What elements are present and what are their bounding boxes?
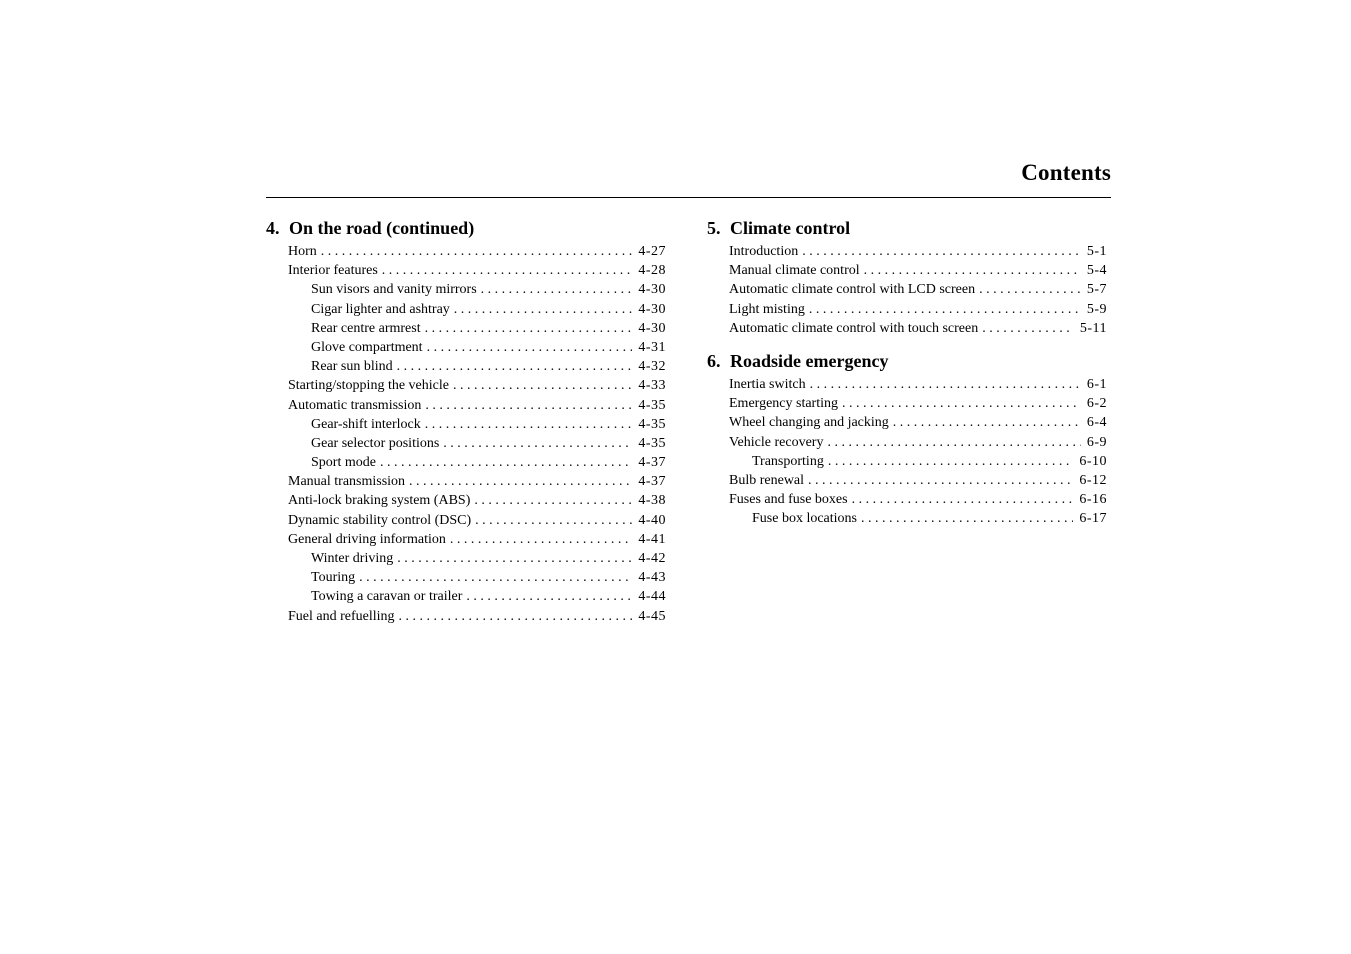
toc-entry-title: Manual transmission xyxy=(288,474,406,490)
toc-entry[interactable] xyxy=(266,338,666,357)
dot-leader xyxy=(982,319,1074,338)
toc-entry-title: General driving information xyxy=(288,531,446,547)
dot-leader xyxy=(852,490,1074,509)
toc-entry-title: Horn xyxy=(288,244,317,259)
dot-leader xyxy=(802,242,1081,261)
title-divider xyxy=(266,197,1111,198)
toc-entry-title: Fuses and fuse boxes xyxy=(729,492,848,508)
dot-leader xyxy=(380,453,632,472)
toc-entry-title: Towing a caravan or trailer xyxy=(311,589,463,605)
toc-section xyxy=(707,349,1107,529)
toc-entry[interactable] xyxy=(266,530,666,549)
toc-page-number: 4-37 xyxy=(638,474,666,490)
toc-page-number: 6-1 xyxy=(1086,376,1107,392)
toc-entry-title: Light misting xyxy=(729,301,805,317)
toc-page-number: 4-35 xyxy=(638,397,666,413)
toc-entry[interactable] xyxy=(707,413,1107,432)
dot-leader xyxy=(828,452,1074,471)
toc-page-number: 4-28 xyxy=(638,263,666,279)
toc-entry-title: Starting/stopping the vehicle xyxy=(288,378,449,394)
dot-leader xyxy=(453,376,632,395)
section-number: 5. xyxy=(707,218,721,238)
toc-page-number: 5-1 xyxy=(1086,244,1107,259)
page-title: Contents xyxy=(1021,160,1111,185)
toc-entry[interactable] xyxy=(266,300,666,319)
dot-leader xyxy=(425,396,632,415)
toc-entry-title: Rear sun blind xyxy=(311,359,393,375)
dot-leader xyxy=(443,434,632,453)
toc-page-number: 5-11 xyxy=(1079,320,1107,336)
toc-page-number: 4-35 xyxy=(638,416,666,432)
dot-leader xyxy=(809,300,1081,319)
toc-entry-title: Manual climate control xyxy=(729,263,860,279)
toc-entry[interactable] xyxy=(266,319,666,338)
toc-page-number: 4-43 xyxy=(638,570,666,586)
toc-entry-title: Sport mode xyxy=(311,455,376,471)
section-number: 6. xyxy=(707,350,721,371)
toc-section xyxy=(266,216,666,626)
toc-entry[interactable] xyxy=(266,491,666,510)
toc-page-number: 4-38 xyxy=(638,493,666,509)
toc-entry-title: Gear selector positions xyxy=(311,435,440,451)
dot-leader xyxy=(450,530,632,549)
dot-leader xyxy=(397,549,632,568)
toc-page-number: 6-17 xyxy=(1079,511,1107,527)
dot-leader xyxy=(382,261,633,280)
toc-entry[interactable] xyxy=(707,319,1107,338)
toc-entry[interactable] xyxy=(266,568,666,587)
toc-page-number: 6-2 xyxy=(1086,396,1107,412)
toc-section xyxy=(707,216,1107,338)
toc-entry[interactable] xyxy=(707,261,1107,280)
dot-leader xyxy=(842,394,1081,413)
toc-entry[interactable] xyxy=(266,453,666,472)
toc-page-number: 4-35 xyxy=(638,435,666,451)
toc-entry-title: Inertia switch xyxy=(729,376,806,392)
toc-page-number: 4-30 xyxy=(638,282,666,298)
toc-entry[interactable] xyxy=(266,415,666,434)
toc-entry-title: Fuel and refuelling xyxy=(288,608,395,624)
toc-page-number: 4-42 xyxy=(638,551,666,566)
toc-page-number: 6-4 xyxy=(1086,415,1107,431)
toc-page-number: 4-30 xyxy=(638,320,666,336)
toc-column-right xyxy=(707,216,1107,539)
toc-entry[interactable] xyxy=(266,434,666,453)
toc-page-number: 6-10 xyxy=(1079,453,1107,469)
dot-leader xyxy=(321,242,633,261)
toc-entry-title: Cigar lighter and ashtray xyxy=(311,301,450,317)
toc-page-number: 4-27 xyxy=(638,244,666,259)
toc-entry[interactable] xyxy=(707,242,1107,261)
dot-leader xyxy=(810,375,1081,394)
toc-entry[interactable] xyxy=(266,396,666,415)
toc-entry-title: Automatic climate control with LCD screen xyxy=(729,282,976,298)
toc-entry-title: Automatic transmission xyxy=(288,397,422,413)
dot-leader xyxy=(864,261,1081,280)
toc-entry-list xyxy=(707,375,1107,529)
toc-entry[interactable] xyxy=(707,280,1107,299)
toc-entry-title: Dynamic stability control (DSC) xyxy=(288,512,472,528)
toc-entry-title: Glove compartment xyxy=(311,339,423,355)
toc-entry-list xyxy=(266,242,666,626)
toc-page-number: 4-37 xyxy=(638,455,666,471)
toc-entry-title: Sun visors and vanity mirrors xyxy=(311,282,477,298)
toc-entry-title: Winter driving xyxy=(311,551,394,566)
toc-entry-title: Bulb renewal xyxy=(729,472,805,488)
toc-page-number: 6-16 xyxy=(1079,492,1107,508)
toc-page-number: 6-12 xyxy=(1079,472,1107,488)
toc-page-number: 4-40 xyxy=(638,512,666,528)
toc-page-number: 4-41 xyxy=(638,531,666,547)
dot-leader xyxy=(466,587,632,606)
toc-entry-title: Introduction xyxy=(729,244,799,259)
toc-entry-title: Rear centre armrest xyxy=(311,320,421,336)
dot-leader xyxy=(425,319,633,338)
toc-entry[interactable] xyxy=(266,357,666,376)
toc-entry[interactable] xyxy=(707,394,1107,413)
toc-entry[interactable] xyxy=(707,490,1107,509)
toc-entry-title: Wheel changing and jacking xyxy=(729,415,889,431)
toc-entry-title: Emergency starting xyxy=(729,396,838,412)
toc-page-number: 4-44 xyxy=(638,589,666,605)
toc-entry[interactable] xyxy=(707,471,1107,490)
toc-entry[interactable] xyxy=(707,375,1107,394)
toc-entry[interactable] xyxy=(266,242,666,261)
toc-entry[interactable] xyxy=(266,587,666,606)
toc-entry[interactable] xyxy=(266,280,666,299)
dot-leader xyxy=(861,509,1073,528)
toc-entry[interactable] xyxy=(707,433,1107,452)
section-title: On the road (continued) xyxy=(289,218,475,238)
section-number: 4. xyxy=(266,218,280,238)
toc-page-number: 4-31 xyxy=(638,339,666,355)
toc-entry[interactable] xyxy=(266,261,666,280)
toc-entry[interactable] xyxy=(707,452,1107,471)
toc-page-number: 4-33 xyxy=(638,378,666,394)
dot-leader xyxy=(427,338,633,357)
dot-leader xyxy=(397,357,633,376)
toc-entry-title: Transporting xyxy=(752,453,824,469)
section-title: Climate control xyxy=(730,218,851,238)
toc-page-number: 5-4 xyxy=(1086,263,1107,279)
toc-page-number: 5-7 xyxy=(1086,282,1107,298)
dot-leader xyxy=(481,280,633,299)
dot-leader xyxy=(808,471,1073,490)
toc-column-left xyxy=(266,216,666,637)
toc-entry[interactable] xyxy=(266,511,666,530)
dot-leader xyxy=(893,413,1081,432)
toc-page-number: 4-32 xyxy=(638,359,666,375)
toc-entry[interactable] xyxy=(266,376,666,395)
toc-entry-title: Automatic climate control with touch screen xyxy=(729,320,979,336)
section-heading[interactable] xyxy=(707,349,1107,373)
toc-entry-list xyxy=(707,242,1107,338)
toc-page-number: 4-45 xyxy=(638,608,666,624)
toc-entry[interactable] xyxy=(266,549,666,568)
dot-leader xyxy=(979,280,1081,299)
section-title: Roadside emergency xyxy=(730,350,889,371)
toc-entry[interactable] xyxy=(266,472,666,491)
toc-page-number: 6-9 xyxy=(1086,434,1107,450)
dot-leader xyxy=(359,568,632,587)
dot-leader xyxy=(409,472,632,491)
toc-entry-title: Interior features xyxy=(288,263,378,279)
toc-entry-title: Touring xyxy=(311,570,356,586)
toc-entry-title: Anti-lock braking system (ABS) xyxy=(288,493,471,509)
dot-leader xyxy=(474,491,632,510)
dot-leader xyxy=(454,300,633,319)
toc-page-number: 5-9 xyxy=(1086,301,1107,317)
toc-entry[interactable] xyxy=(707,509,1107,528)
dot-leader xyxy=(425,415,633,434)
toc-entry-title: Gear-shift interlock xyxy=(311,416,421,432)
toc-entry-title: Vehicle recovery xyxy=(729,434,824,450)
dot-leader xyxy=(399,607,633,626)
dot-leader xyxy=(827,433,1080,452)
section-heading[interactable] xyxy=(266,216,666,240)
section-heading[interactable] xyxy=(707,216,1107,240)
toc-entry[interactable] xyxy=(266,607,666,626)
dot-leader xyxy=(475,511,632,530)
toc-entry-title: Fuse box locations xyxy=(752,511,857,527)
toc-page-number: 4-30 xyxy=(638,301,666,317)
toc-entry[interactable] xyxy=(707,300,1107,319)
